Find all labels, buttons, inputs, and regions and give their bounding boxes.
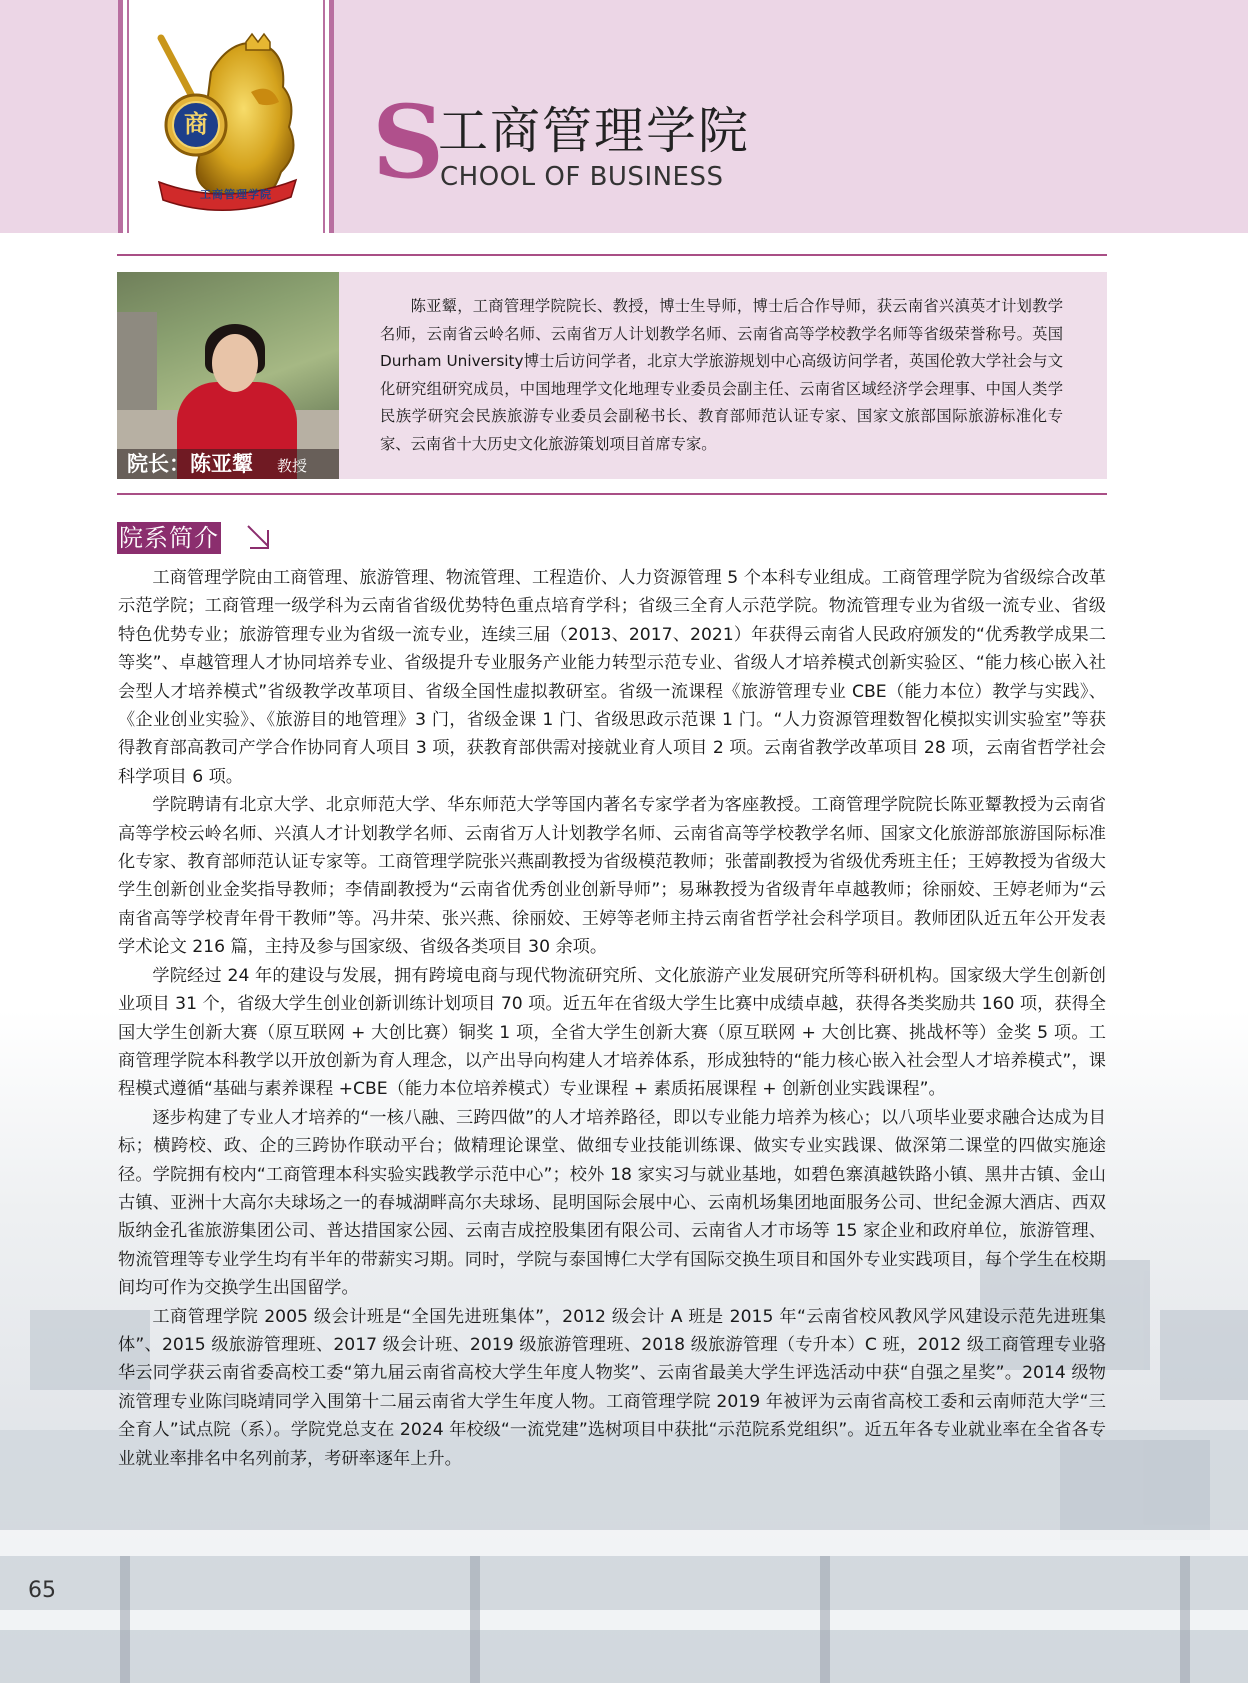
- emblem-character: 商: [184, 110, 208, 138]
- logo-panel: [118, 0, 334, 233]
- paragraph: 学院经过 24 年的建设与发展，拥有跨境电商与现代物流研究所、文化旅游产业发展研究所等科研机构。国家级大学生创新创业项目 31 个，省级大学生创业创新训练计划项目 70 项。近五年在省级大学生比赛中成绩卓越，获得各类奖励共 160 项，获得全国大学生创新大赛（原互联网 + 大创比赛）铜奖 1 项，全省大学生创新大赛（原互联网 + 大创比赛、挑战杯等）金奖 5 项。工商管理学院本科教学以开放创新为育人理念，以产出导向构建人才培养体系，形成独特的“能力核心嵌入社会型人才培养模式”，课程模式遵循“基础与素养课程 +CBE（能力本位培养模式）专业课程 + 素质拓展课程 + 创新创业实践课程”。: [118, 965, 1106, 1100]
- paragraph: 工商管理学院由工商管理、旅游管理、物流管理、工程造价、人力资源管理 5 个本科专业组成。工商管理学院为省级综合改革示范学院；工商管理一级学科为云南省省级优势特色重点培育学科；省级三全育人示范学院。物流管理专业为省级一流专业、省级特色优势专业；旅游管理专业为省级一流专业，连续三届（2013、2017、2021）年获得云南省人民政府颁发的“优秀教学成果二等奖”、卓越管理人才协同培养专业、省级提升专业服务产业能力转型示范专业、省级人才培养模式创新实验区、“能力核心嵌入社会型人才培养模式”省级教学改革项目、省级全国性虚拟教研室。省级一流课程《旅游管理专业 CBE（能力本位）教学与实践》、《企业创业实验》、《旅游目的地管理》3 门，省级金课 1 门、省级思政示范课 1 门。“人力资源管理数智化模拟实训实验室”等获得教育部高教司产学合作协同育人项目 3 项，获教育部供需对接就业育人项目 2 项。云南省教学改革项目 28 项，云南省哲学社会科学项目 6 项。: [118, 568, 1106, 787]
- section-heading: 院系简介: [119, 524, 219, 552]
- dean-rank-label: 教授: [277, 457, 308, 475]
- dean-name-label: 院长：陈亚颦: [127, 452, 253, 476]
- paragraph: 学院聘请有北京大学、北京师范大学、华东师范大学等国内著名专家学者为客座教授。工商管理学院院长陈亚颦教授为云南省高等学校云岭名师、兴滇人才计划教学名师、云南省万人计划教学名师、云南省高等学校教学名师、国家文化旅游部旅游国际标准化专家、教育部师范认证专家等。工商管理学院张兴燕副教授为省级模范教师；张蕾副教授为省级优秀班主任；王婷教授为省级大学生创新创业金奖指导教师；李倩副教授为“云南省优秀创业创新导师”；易琳教授为省级青年卓越教师；徐丽姣、王婷老师为“云南省高等学校青年骨干教师”等。冯井荣、张兴燕、徐丽姣、王婷等老师主持云南省哲学社会科学项目。教师团队近五年公开发表学术论文 216 篇，主持及参与国家级、省级各类项目 30 余项。: [118, 795, 1106, 958]
- page-subtitle-english: CHOOL OF BUSINESS: [440, 162, 724, 192]
- paragraph: 逐步构建了专业人才培养的“一核八融、三跨四做”的人才培养路径，即以专业能力培养为核心；以八项毕业要求融合达成为目标；横跨校、政、企的三跨协作联动平台；做精理论课堂、做细专业技能训练课、做实专业实践课、做深第二课堂的四做实施途径。学院拥有校内“工商管理本科实验实践教学示范中心”；校外 18 家实习与就业基地，如碧色寨滇越铁路小镇、黑井古镇、金山古镇、亚洲十大高尔夫球场之一的春城湖畔高尔夫球场、昆明国际会展中心、云南机场集团地面服务公司、世纪金源大酒店、西双版纳金孔雀旅游集团公司、普达措国家公园、云南吉成控股集团有限公司、云南省人才市场等 15 家企业和政府单位，旅游管理、物流管理等专业学生均有半年的带薪实习期。同时，学院与泰国博仁大学有国际交换生项目和国外专业实践项目，每个学生在校期间均可作为交换学生出国留学。: [118, 1107, 1106, 1299]
- corner-arrow-icon: [244, 522, 272, 552]
- top-divider: [117, 254, 1107, 256]
- dean-photo: [117, 272, 339, 479]
- dean-bio: 陈亚颦，工商管理学院院长、教授，博士生导师，博士后合作导师，获云南省兴滇英才计划教学名师，云南省云岭名师、云南省万人计划教学名师、云南省高等学校教学名师等省级荣誉称号。英国Durham University博士后访问学者，北京大学旅游规划中心高级访问学者，英国伦敦大学社会与文化研究组研究成员，中国地理学文化地理专业委员会副主任、云南省区域经济学会理事、中国人类学民族学研究会民族旅游专业委员会副秘书长、教育部师范认证专家、国家文旅部国际旅游标准化专家、云南省十大历史文化旅游策划项目首席专家。: [380, 297, 1063, 453]
- emblem-ribbon-text: 工商管理学院: [200, 188, 272, 201]
- dean-photo-caption: [117, 449, 339, 479]
- title-initial-letter: S: [372, 83, 445, 201]
- article-body: [118, 564, 1106, 1473]
- bottom-divider: [117, 493, 1107, 495]
- paragraph: 工商管理学院 2005 级会计班是“全国先进班集体”，2012 级会计 A 班是 2015 年“云南省校风教风学风建设示范先进班集体”、2015 级旅游管理班、2017 级会计班、2019 级旅游管理班、2018 级旅游管理（专升本）C 班，2012 级工商管理专业骆华云同学获云南省委高校工委“第九届云南省高校大学生年度人物奖”、云南省最美大学生评选活动中获“自强之星奖”。2014 级物流管理专业陈闫晓靖同学入围第十二届云南省大学生年度人物。工商管理学院 2019 年被评为云南省高校工委和云南师范大学“三全育人”试点院（系）。学院党总支在 2024 年校级“一流党建”选树项目中获批“示范院系党组织”。近五年各专业就业率在全省各专业就业率排名中名列前茅，考研率逐年上升。: [118, 1306, 1106, 1469]
- page-title: 工商管理学院: [438, 102, 750, 160]
- page-number: 65: [28, 1578, 56, 1603]
